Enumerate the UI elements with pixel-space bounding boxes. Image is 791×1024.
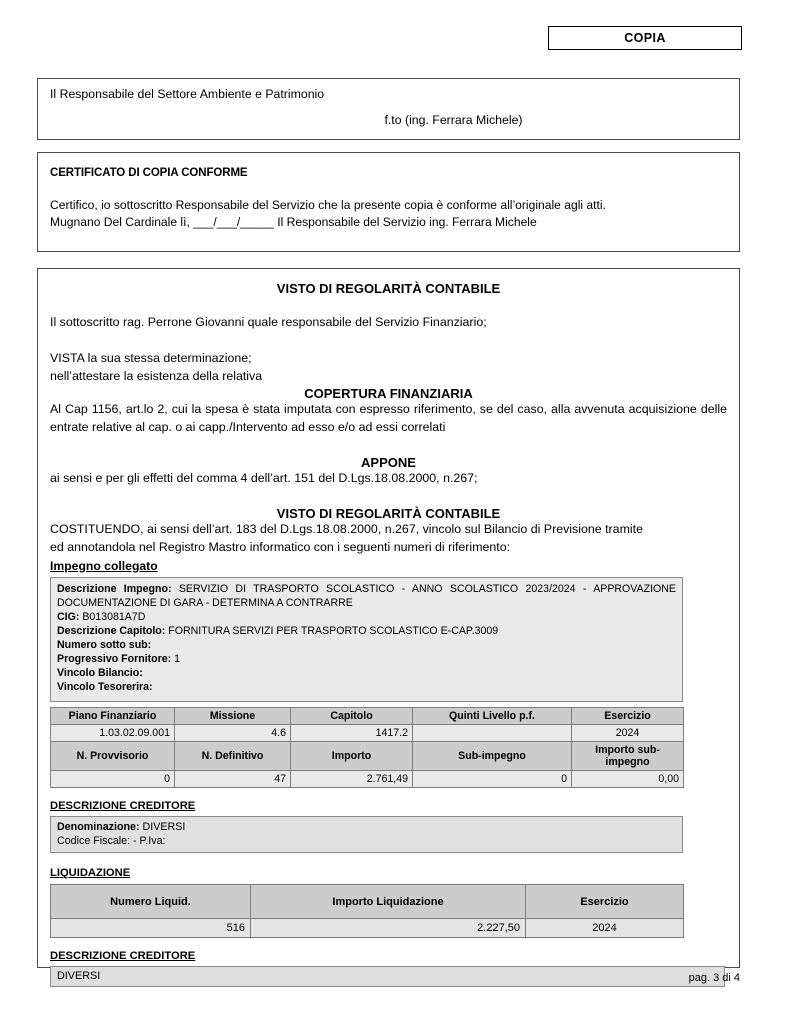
impegno-td-esercizio: 2024 (572, 724, 684, 741)
liquidazione-td-importo: 2.227,50 (251, 919, 526, 938)
certificato-line-2: Mugnano Del Cardinale lì, ___/___/_____ Il Responsabile del Servizio ing. Ferrara Michele (50, 215, 537, 230)
impegno-descrizione-row (57, 582, 676, 610)
copia-stamp-label: COPIA (624, 31, 666, 45)
visto-paragraph-2-line-1: VISTA la sua stessa determinazione; (50, 350, 252, 365)
responsabile-box (37, 78, 740, 140)
impegno-th-importo-sub-impegno: Importo sub-impegno (572, 741, 684, 770)
impegno-th-missione: Missione (175, 707, 291, 724)
table-row (51, 741, 684, 770)
impegno-th-n-definitivo: N. Definitivo (175, 741, 291, 770)
impegno-capitolo-label: Descrizione Capitolo: (57, 625, 166, 638)
table-row (51, 707, 684, 724)
creditore-denominazione-row (57, 820, 676, 834)
certificato-copia-conforme-box (37, 152, 740, 252)
table-row (51, 724, 684, 741)
impegno-td-capitolo: 1417.2 (291, 724, 413, 741)
creditore-denominazione-label: Denominazione: (57, 820, 140, 833)
impegno-cig-label: CIG: (57, 611, 80, 624)
impegno-th-piano-finanziario: Piano Finanziario (51, 707, 175, 724)
impegno-vincolo-bilancio-label: Vincolo Bilancio: (57, 667, 143, 680)
impegno-vincolo-tesoreria-label: Vincolo Tesorerira: (57, 681, 153, 694)
liquidazione-th-numero: Numero Liquid. (51, 885, 251, 919)
descrizione-creditore-heading-2: DESCRIZIONE CREDITORE (50, 950, 196, 963)
page-footer: pag. 3 di 4 (688, 972, 740, 984)
impegno-progressivo-fornitore-value: 1 (174, 653, 181, 666)
appone-title: APPONE (361, 454, 416, 470)
liquidazione-heading: LIQUIDAZIONE (50, 867, 131, 880)
impegno-cig-value: B013081A7D (82, 611, 146, 624)
impegno-td-sub-impegno: 0 (413, 770, 572, 787)
impegno-progressivo-fornitore-label: Progressivo Fornitore: (57, 653, 172, 666)
impegno-th-capitolo: Capitolo (291, 707, 413, 724)
impegno-td-n-definitivo: 47 (175, 770, 291, 787)
impegno-vincolo-bilancio-row (57, 666, 676, 680)
table-row (51, 770, 684, 787)
liquidazione-td-numero: 516 (51, 919, 251, 938)
impegno-td-importo: 2.761,49 (291, 770, 413, 787)
appone-body: ai sensi e per gli effetti del comma 4 dell’art. 151 del D.Lgs.18.08.2000, n.267; (50, 470, 478, 485)
impegno-td-n-provvisorio: 0 (51, 770, 175, 787)
impegno-numero-sotto-sub-row (57, 638, 676, 652)
impegno-td-importo-sub-impegno: 0,00 (572, 770, 684, 787)
impegno-td-piano-finanziario: 1.03.02.09.001 (51, 724, 175, 741)
impegno-th-importo: Importo (291, 741, 413, 770)
costituendo-line-1: COSTITUENDO, ai sensi dell’art. 183 del D.Lgs.18.08.2000, n.267, vincolo sul Bilancio di Previsione tramite (50, 521, 643, 536)
visto-paragraph-2-line-2: nell’attestare la esistenza della relativa (50, 368, 263, 383)
impegno-descrizione-label: Descrizione Impegno: (57, 582, 172, 595)
impegno-capitolo-row (57, 624, 676, 638)
copertura-finanziaria-title: COPERTURA FINANZIARIA (304, 385, 473, 401)
descrizione-creditore-box-2: DIVERSI (50, 966, 725, 987)
descrizione-creditore-heading-1: DESCRIZIONE CREDITORE (50, 799, 196, 812)
creditore-denominazione-value: DIVERSI (142, 820, 186, 833)
descrizione-creditore-box-1 (50, 816, 683, 854)
visto-title-1: VISTO DI REGOLARITÀ CONTABILE (276, 281, 501, 296)
impegno-numero-sotto-sub-label: Numero sotto sub: (57, 639, 152, 652)
liquidazione-table (50, 884, 684, 938)
visto-title-2: VISTO DI REGOLARITÀ CONTABILE (276, 505, 501, 521)
table-row (51, 885, 684, 919)
impegno-th-esercizio: Esercizio (572, 707, 684, 724)
impegno-cig-row (57, 610, 676, 624)
impegno-vincolo-tesoreria-row (57, 680, 676, 694)
impegno-th-n-provvisorio: N. Provvisorio (51, 741, 175, 770)
copertura-finanziaria-body: Al Cap 1156, art.lo 2, cui la spesa è stata imputata con espresso riferimento, se del caso, alla avvenuta acquisizione delle entrate relative al cap. o ai capp./Intervento ad esso e/o ad essi correlati (50, 401, 727, 434)
impegno-progressivo-fornitore-row (57, 652, 676, 666)
responsabile-title: Il Responsabile del Settore Ambiente e Patrimonio (50, 87, 325, 101)
impegno-details-block (50, 577, 683, 702)
certificato-title: CERTIFICATO DI COPIA CONFORME (50, 167, 248, 179)
responsabile-signature: f.to (ing. Ferrara Michele) (384, 113, 523, 127)
visto-paragraph-1: Il sottoscritto rag. Perrone Giovanni quale responsabile del Servizio Finanziario; (50, 315, 487, 329)
copia-stamp (548, 26, 742, 50)
impegno-th-quinti-livello: Quinti Livello p.f. (413, 707, 572, 724)
impegno-collegato-heading: Impegno collegato (50, 558, 158, 573)
creditore-codice-fiscale-row: Codice Fiscale: - P.Iva: (57, 834, 166, 847)
impegno-descrizione-value: SERVIZIO DI TRASPORTO SCOLASTICO - ANNO SCOLASTICO 2023/2024 - APPROVAZIONE DOCUMENTAZIONE DI GARA - DETERMINA A CONTRARRE (57, 582, 676, 609)
liquidazione-th-esercizio: Esercizio (526, 885, 684, 919)
impegno-td-quinti-livello (413, 724, 572, 741)
table-row (51, 919, 684, 938)
impegno-table (50, 707, 684, 788)
liquidazione-th-importo: Importo Liquidazione (251, 885, 526, 919)
costituendo-line-2: ed annotandola nel Registro Mastro informatico con i seguenti numeri di riferimento: (50, 539, 511, 554)
impegno-th-sub-impegno: Sub-impegno (413, 741, 572, 770)
certificato-line-1: Certifico, io sottoscritto Responsabile del Servizio che la presente copia è conforme all’originale agli atti. (50, 198, 606, 212)
liquidazione-td-esercizio: 2024 (526, 919, 684, 938)
impegno-capitolo-value: FORNITURA SERVIZI PER TRASPORTO SCOLASTICO E-CAP.3009 (168, 625, 499, 638)
impegno-td-missione: 4.6 (175, 724, 291, 741)
